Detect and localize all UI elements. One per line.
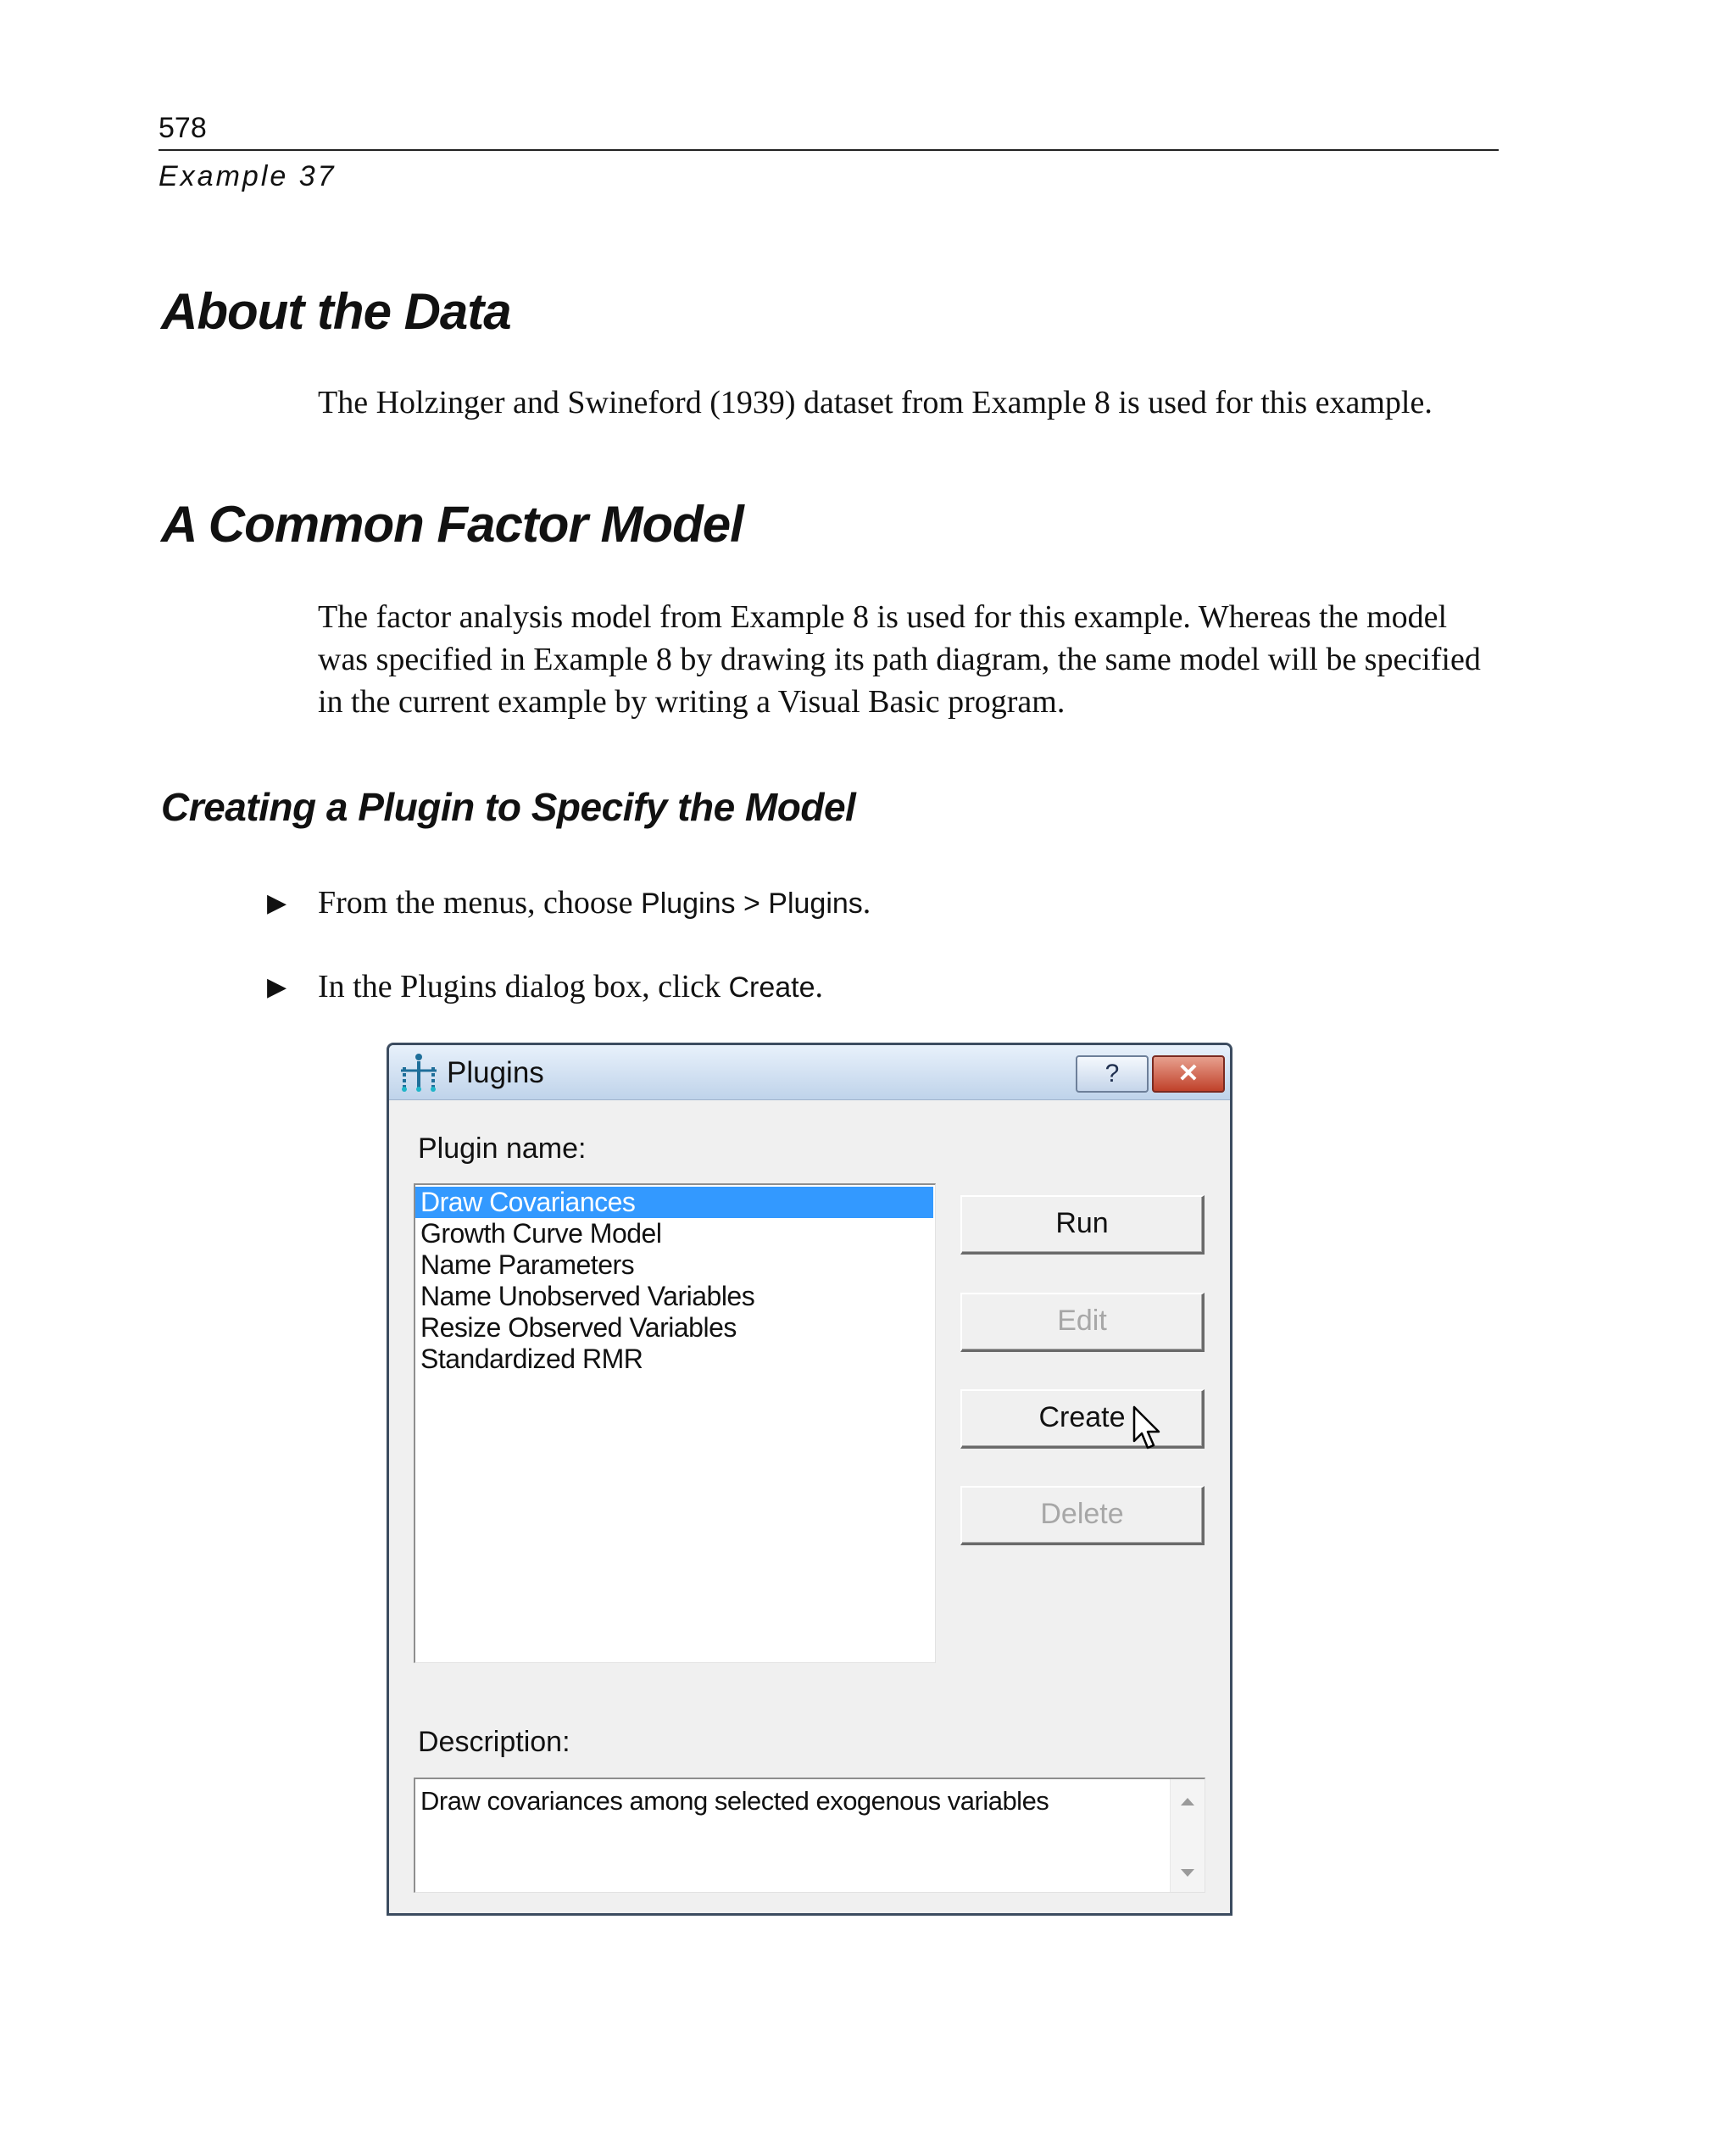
- heading-common-factor-model: A Common Factor Model: [161, 496, 743, 553]
- run-button[interactable]: Run: [960, 1195, 1205, 1255]
- description-textarea[interactable]: [414, 1778, 1205, 1893]
- bullet-arrow-icon: ▶: [267, 889, 287, 917]
- menu-name: Plugins: [641, 887, 736, 920]
- page-number: 578: [159, 112, 207, 144]
- scroll-up-icon[interactable]: [1181, 1798, 1194, 1806]
- dialog-body: [389, 1100, 1230, 1913]
- plugin-list-item[interactable]: Draw Covariances: [415, 1187, 933, 1218]
- step-item: [267, 965, 823, 1009]
- dialog-titlebar[interactable]: [389, 1045, 1230, 1100]
- plugin-listbox[interactable]: [414, 1183, 936, 1663]
- plugin-list-item[interactable]: Standardized RMR: [420, 1344, 643, 1374]
- create-button[interactable]: Create: [960, 1389, 1205, 1449]
- running-title: Example 37: [159, 160, 337, 192]
- mouse-pointer-icon: [1132, 1405, 1166, 1457]
- heading-creating-plugin: Creating a Plugin to Specify the Model: [161, 785, 856, 829]
- scroll-down-icon[interactable]: [1181, 1869, 1194, 1877]
- header-rule: [159, 149, 1499, 151]
- menu-item-name: Plugins: [768, 887, 863, 920]
- plugin-list-item[interactable]: Name Parameters: [420, 1249, 635, 1280]
- step-text: From the menus, choose: [318, 885, 642, 921]
- about-paragraph: The Holzinger and Swineford (1939) dataset from Example 8 is used for this example.: [318, 385, 1433, 420]
- plugins-dialog: [387, 1043, 1232, 1916]
- bullet-arrow-icon: ▶: [267, 973, 287, 1001]
- dialog-title: Plugins: [447, 1056, 544, 1089]
- description-label: Description:: [418, 1726, 570, 1758]
- step-end: .: [862, 885, 871, 921]
- button-name: Create: [728, 971, 815, 1004]
- step-text: In the Plugins dialog box, click: [318, 969, 729, 1004]
- step-item: [267, 882, 871, 925]
- plugin-list-item[interactable]: Growth Curve Model: [420, 1218, 662, 1249]
- edit-button[interactable]: Edit: [960, 1293, 1205, 1352]
- plugin-list-item[interactable]: Resize Observed Variables: [420, 1312, 737, 1343]
- plugin-list-item[interactable]: Name Unobserved Variables: [420, 1281, 755, 1311]
- heading-about-the-data: About the Data: [161, 283, 511, 340]
- plugins-app-icon: [398, 1052, 440, 1097]
- description-text: Draw covariances among selected exogenous variables: [420, 1786, 1049, 1816]
- delete-button[interactable]: Delete: [960, 1486, 1205, 1545]
- step-end: .: [815, 969, 824, 1004]
- plugin-name-label: Plugin name:: [418, 1132, 587, 1165]
- close-button[interactable]: ✕: [1152, 1055, 1225, 1093]
- description-scrollbar[interactable]: [1170, 1779, 1205, 1892]
- common-factor-paragraph: The factor analysis model from Example 8 is used for this example. Whereas the model was specified in Example 8 by drawing its path diagram, the same model will be specified in the current example by writing a Visual Basic program.: [318, 599, 1481, 720]
- plugin-list: [415, 1185, 935, 1375]
- help-button[interactable]: ?: [1076, 1055, 1149, 1093]
- menu-separator: >: [735, 887, 769, 920]
